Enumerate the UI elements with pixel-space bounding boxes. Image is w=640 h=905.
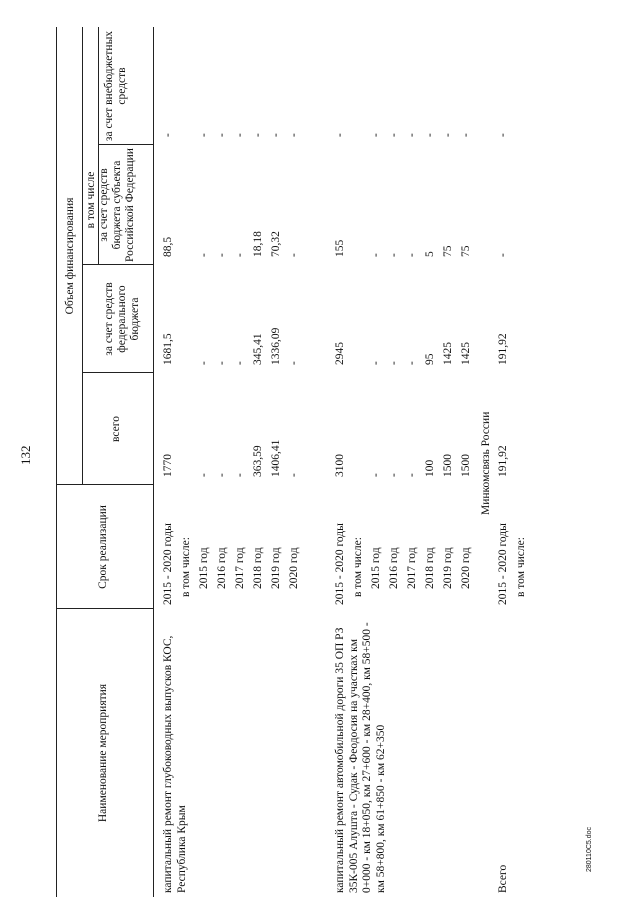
header-extra: за счет внебюджетных средств xyxy=(103,30,128,142)
table-cell: - xyxy=(288,253,300,257)
table-cell: 2016 год xyxy=(388,547,400,589)
table-cell: 2016 год xyxy=(216,547,228,589)
table-cell: - xyxy=(288,473,300,477)
table-cell: 1336,09 xyxy=(270,327,282,365)
table-cell: 2019 год xyxy=(442,547,454,589)
table-cell: - xyxy=(460,133,472,137)
table-cell: 155 xyxy=(334,239,346,257)
table-cell: - xyxy=(334,133,346,137)
header-federal: за счет средств федерального бюджета xyxy=(103,282,141,356)
table-cell: - xyxy=(198,253,210,257)
table-cell: - xyxy=(406,361,418,365)
table-cell: 2019 год xyxy=(270,547,282,589)
table-cell: 2020 год xyxy=(460,547,472,589)
table-cell: - xyxy=(234,473,246,477)
table-cell: 2015 год xyxy=(370,547,382,589)
header-regional: за счет средств бюджета субъекта Российской Федерации xyxy=(98,148,136,262)
table-cell: - xyxy=(388,473,400,477)
table-cell: 75 xyxy=(442,245,454,257)
table-cell: - xyxy=(424,133,436,137)
table-cell: - xyxy=(270,133,282,137)
table-cell: - xyxy=(288,133,300,137)
table-cell: 2015 год xyxy=(198,547,210,589)
table-cell: - xyxy=(406,133,418,137)
table-cell: 100 xyxy=(424,459,436,477)
table-cell: - xyxy=(388,253,400,257)
table-cell: 75 xyxy=(460,245,472,257)
table-cell: - xyxy=(234,133,246,137)
table-cell: 1500 xyxy=(442,454,454,477)
header-funding-volume: Объем финансирования xyxy=(64,197,76,315)
table-cell: 18,18 xyxy=(252,231,264,257)
table-cell: 191,92 xyxy=(497,445,509,477)
table-cell: - xyxy=(497,133,509,137)
table-cell: - xyxy=(370,361,382,365)
table-cell: 2018 год xyxy=(424,547,436,589)
col-divider-1 xyxy=(56,608,153,609)
footer-filename-text: 280110C5.doc xyxy=(586,826,593,872)
table-cell: 70,32 xyxy=(270,231,282,257)
table-cell: - xyxy=(442,133,454,137)
col-divider-5 xyxy=(98,144,153,145)
table-cell: 2017 год xyxy=(234,547,246,589)
table-cell: - xyxy=(388,361,400,365)
table-cell: - xyxy=(370,133,382,137)
header-including: в том числе xyxy=(85,171,97,229)
table-cell: - xyxy=(216,473,228,477)
table-cell: - xyxy=(234,253,246,257)
table-cell: - xyxy=(252,133,264,137)
table-cell: - xyxy=(370,253,382,257)
table-cell: 2018 год xyxy=(252,547,264,589)
table-cell: 2017 год xyxy=(406,547,418,589)
table-cell: - xyxy=(370,473,382,477)
table-cell: - xyxy=(198,361,210,365)
table-cell: 2945 xyxy=(334,342,346,365)
block-2-name: капитальный ремонт автомобильной дороги 35 ОП РЗ 35К-005 Алушта - Судак - Феодосия на участках км 0+000 - км 18+050, км 27+600 - км 28+400, км 58+500 - км 58+800, км 61+850 - км 62+350 xyxy=(334,622,387,893)
table-cell: 2020 год xyxy=(288,547,300,589)
header-bottom-rule xyxy=(153,27,154,897)
table-cell: 88,5 xyxy=(162,236,174,257)
total-label: Всего xyxy=(497,864,509,893)
table-cell: 1425 xyxy=(442,342,454,365)
table-cell: 1770 xyxy=(162,454,174,477)
table-cell: 1406,41 xyxy=(270,439,282,477)
table-cell: - xyxy=(234,361,246,365)
header-total: всего xyxy=(110,416,122,442)
table-cell: в том числе: xyxy=(180,537,192,597)
table-cell: 345,41 xyxy=(252,333,264,365)
table-cell: - xyxy=(162,133,174,137)
table-cell: 191,92 xyxy=(497,333,509,365)
table-cell: - xyxy=(288,361,300,365)
table-cell: - xyxy=(198,473,210,477)
funding-header-rule xyxy=(82,27,83,485)
page-number: 132 xyxy=(18,445,33,465)
header-period: Срок реализации xyxy=(97,505,109,589)
table-cell: 95 xyxy=(424,353,436,365)
table-cell: в том числе: xyxy=(352,537,364,597)
block-1-name: капитальный ремонт глубоководных выпусков КОС, Республика Крым xyxy=(162,635,188,893)
table-top-rule xyxy=(56,27,57,897)
table-cell: 5 xyxy=(424,251,436,257)
section-title: Минкомсвязь России xyxy=(480,411,492,515)
table-cell: 2015 - 2020 годы xyxy=(162,523,174,605)
table-cell: 1681,5 xyxy=(162,333,174,365)
table-cell: 3100 xyxy=(334,454,346,477)
table-cell: 1500 xyxy=(460,454,472,477)
table-cell: - xyxy=(406,253,418,257)
table-cell: 1425 xyxy=(460,342,472,365)
table-cell: - xyxy=(198,133,210,137)
table-cell: - xyxy=(216,253,228,257)
table-cell: - xyxy=(497,253,509,257)
table-cell: 2015 - 2020 годы xyxy=(497,523,509,605)
header-name: Наименование мероприятия xyxy=(97,683,109,823)
table-cell: 363,59 xyxy=(252,445,264,477)
table-cell: 2015 - 2020 годы xyxy=(334,523,346,605)
table-cell: - xyxy=(406,473,418,477)
table-cell: - xyxy=(216,133,228,137)
table-cell: в том числе: xyxy=(515,537,527,597)
table-cell: - xyxy=(388,133,400,137)
table-cell: - xyxy=(216,361,228,365)
